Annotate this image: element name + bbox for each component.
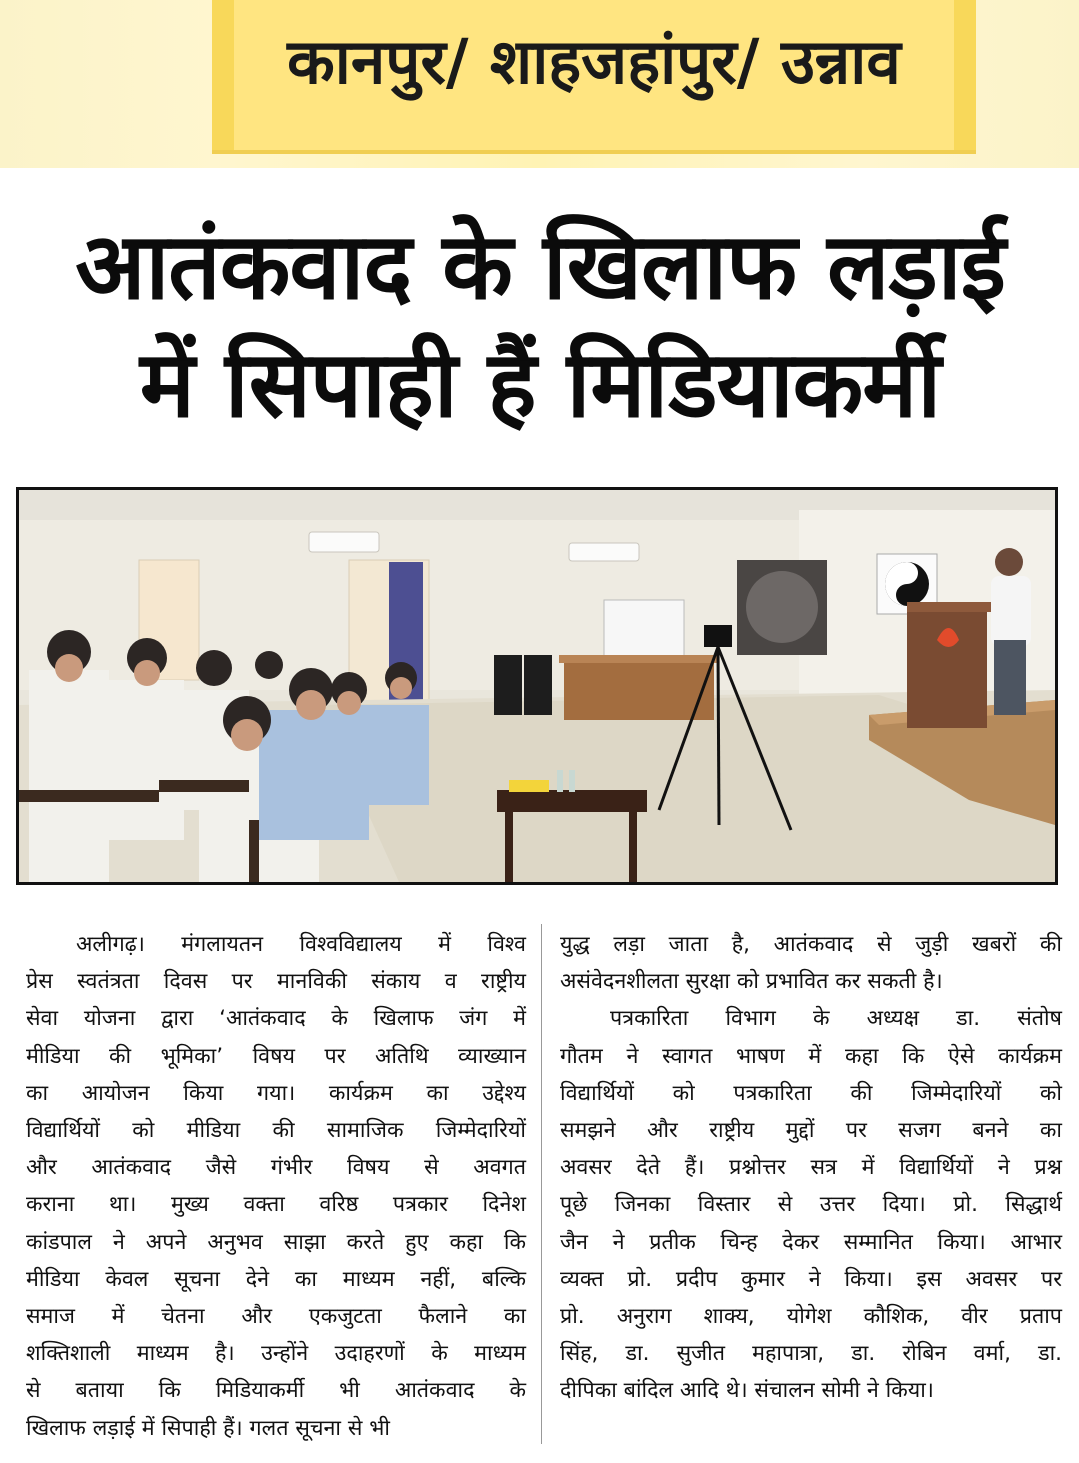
article-line: से बताया कि मिडियाकर्मी भी आतंकवाद के: [26, 1378, 526, 1404]
article-line: असंवेदनशीलता सुरक्षा को प्रभावित कर सकती है।: [560, 969, 943, 995]
column-divider: [541, 924, 542, 1444]
article-column-right: [560, 926, 1062, 1410]
article-line: कांडपाल ने अपने अनुभव साझा करते हुए कहा कि: [26, 1229, 526, 1255]
photo-illustration: [19, 490, 1055, 882]
article-column-left: [26, 926, 526, 1447]
article-line: समाज में चेतना और एकजुटता फैलाने का: [26, 1304, 526, 1330]
event-photo: [16, 487, 1058, 885]
article-line: समझने और राष्ट्रीय मुद्दों पर सजग बनने का: [560, 1118, 1062, 1144]
section-title: कानपुर/ शाहजहांपुर/ उन्नाव: [287, 25, 901, 98]
article-line: शक्तिशाली माध्यम है। उन्होंने उदाहरणों के माध्यम: [26, 1341, 526, 1367]
headline-line-1: आतंकवाद के खिलाफ लड़ाई: [75, 213, 1005, 320]
article-line: कराना था। मुख्य वक्ता वरिष्ठ पत्रकार दिनेश: [26, 1192, 526, 1218]
article-line: खिलाफ लड़ाई में सिपाही हैं। गलत सूचना से भी: [26, 1415, 390, 1441]
headline-line-2: में सिपाही हैं मिडियाकर्मी: [139, 331, 941, 438]
article-line: अवसर देते हैं। प्रश्नोत्तर सत्र में विद्यार्थियों ने प्रश्न: [560, 1155, 1062, 1181]
article-line: सिंह, डा. सुजीत महापात्रा, डा. रोबिन वर्मा, डा.: [560, 1341, 1062, 1367]
article-line: विद्यार्थियों को पत्रकारिता की जिम्मेदारियों को: [560, 1080, 1062, 1106]
article-line: मीडिया की भूमिका’ विषय पर अतिथि व्याख्यान: [26, 1043, 526, 1069]
article-line: युद्ध लड़ा जाता है, आतंकवाद से जुड़ी खबरों की: [560, 932, 1062, 957]
article-line: व्यक्त प्रो. प्रदीप कुमार ने किया। इस अवसर पर: [560, 1266, 1062, 1292]
article-line: अलीगढ़। मंगलायतन विश्वविद्यालय में विश्व: [76, 932, 526, 957]
article-line: पूछे जिनका विस्तार से उत्तर दिया। प्रो. सिद्धार्थ: [560, 1192, 1062, 1218]
article-line: प्रेस स्वतंत्रता दिवस पर मानविकी संकाय व राष्ट्रीय: [26, 969, 526, 995]
headline: [20, 208, 1060, 444]
article-line: विद्यार्थियों को मीडिया की सामाजिक जिम्मेदारियों: [26, 1118, 526, 1144]
article-line: का आयोजन किया गया। कार्यक्रम का उद्देश्य: [26, 1080, 526, 1106]
article-line: सेवा योजना द्वारा ‘आतंकवाद के खिलाफ जंग में: [26, 1006, 526, 1032]
article-line: और आतंकवाद जैसे गंभीर विषय से अवगत: [26, 1155, 526, 1181]
article-line: दीपिका बांदिल आदि थे। संचालन सोमी ने किया।: [560, 1378, 934, 1404]
article-line: प्रो. अनुराग शाक्य, योगेश कौशिक, वीर प्रताप: [560, 1304, 1062, 1330]
article-line: पत्रकारिता विभाग के अध्यक्ष डा. संतोष: [610, 1006, 1062, 1032]
article-line: मीडिया केवल सूचना देने का माध्यम नहीं, बल्कि: [26, 1266, 526, 1292]
article-line: गौतम ने स्वागत भाषण में कहा कि ऐसे कार्यक्रम: [560, 1043, 1062, 1069]
article-line: जैन ने प्रतीक चिन्ह देकर सम्मानित किया। आभार: [560, 1229, 1062, 1255]
